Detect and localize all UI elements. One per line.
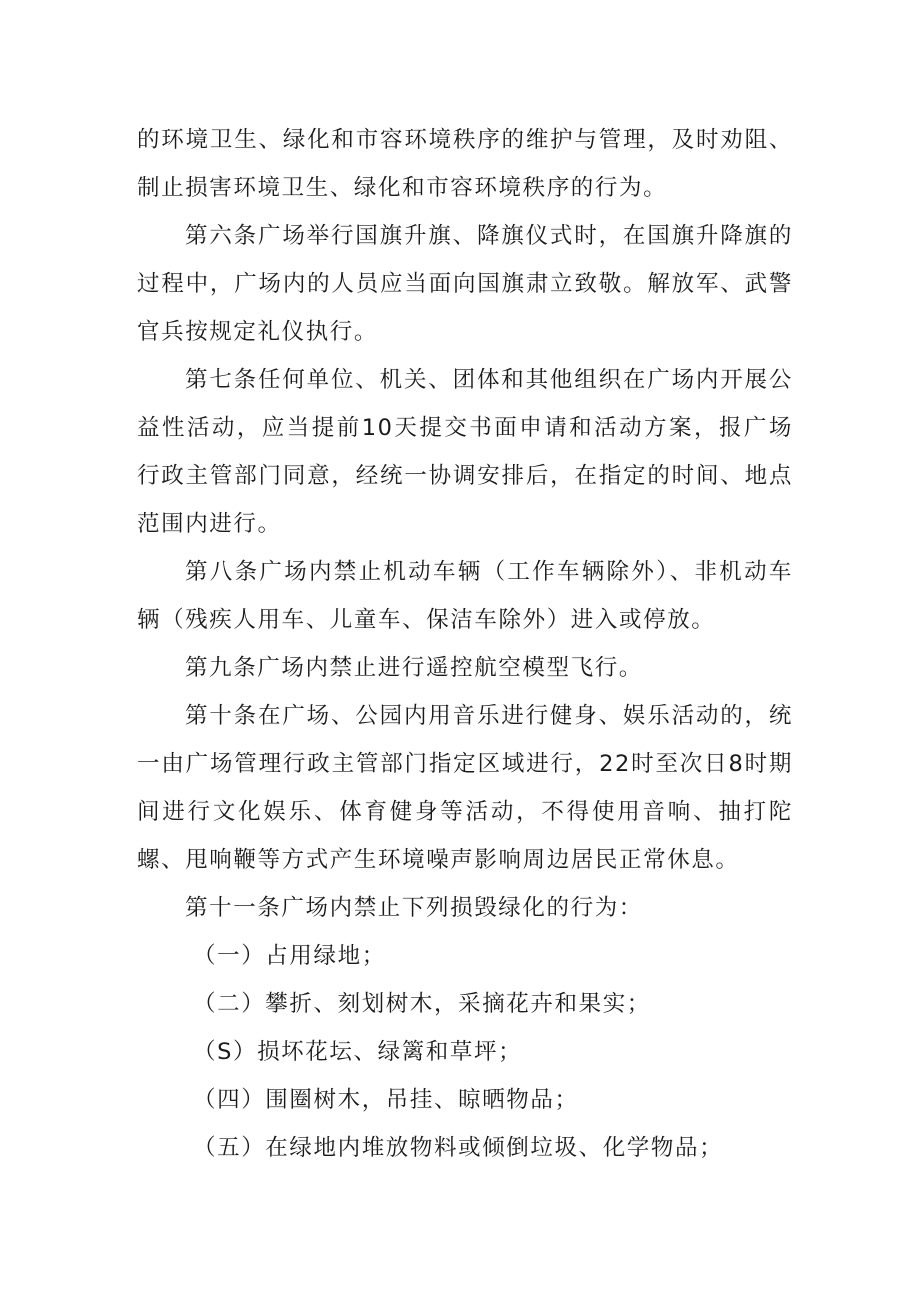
- document-body: [137, 116, 793, 1172]
- list-item: （一）占用绿地；: [193, 943, 386, 969]
- article-11: 第十一条广场内禁止下列损毁绿化的行为：: [185, 895, 643, 921]
- article-10: 第十条在广场、公园内用音乐进行健身、娱乐活动的，统一由广场管理行政主管部门指定区域进行，22时至次日8时期间进行文化娱乐、体育健身等活动，不得使用音响、抽打陀螺、甩响鞭等方式产生环境噪声影响周边居民正常休息。: [137, 703, 793, 873]
- list-item: （二）攀折、刻划树木，采摘花卉和果实；: [193, 991, 651, 1017]
- article-9: 第九条广场内禁止进行遥控航空模型飞行。: [185, 655, 643, 681]
- paragraph-continuation: 的环境卫生、绿化和市容环境秩序的维护与管理，及时劝阻、制止损害环境卫生、绿化和市容环境秩序的行为。: [137, 127, 793, 201]
- list-item: （五）在绿地内堆放物料或倾倒垃圾、化学物品；: [193, 1135, 724, 1161]
- article-6: 第六条广场举行国旗升旗、降旗仪式时，在国旗升降旗的过程中，广场内的人员应当面向国旗肃立致敬。解放军、武警官兵按规定礼仪执行。: [137, 223, 793, 345]
- article-7: 第七条任何单位、机关、团体和其他组织在广场内开展公益性活动，应当提前10天提交书面申请和活动方案，报广场行政主管部门同意，经统一协调安排后，在指定的时间、地点范围内进行。: [137, 367, 793, 537]
- list-item: （四）围圈树木，吊挂、晾晒物品；: [193, 1087, 579, 1113]
- list-item: （S）损坏花坛、绿篱和草坪；: [193, 1039, 523, 1065]
- article-8: 第八条广场内禁止机动车辆（工作车辆除外）、非机动车辆（残疾人用车、儿童车、保洁车除外）进入或停放。: [137, 559, 793, 633]
